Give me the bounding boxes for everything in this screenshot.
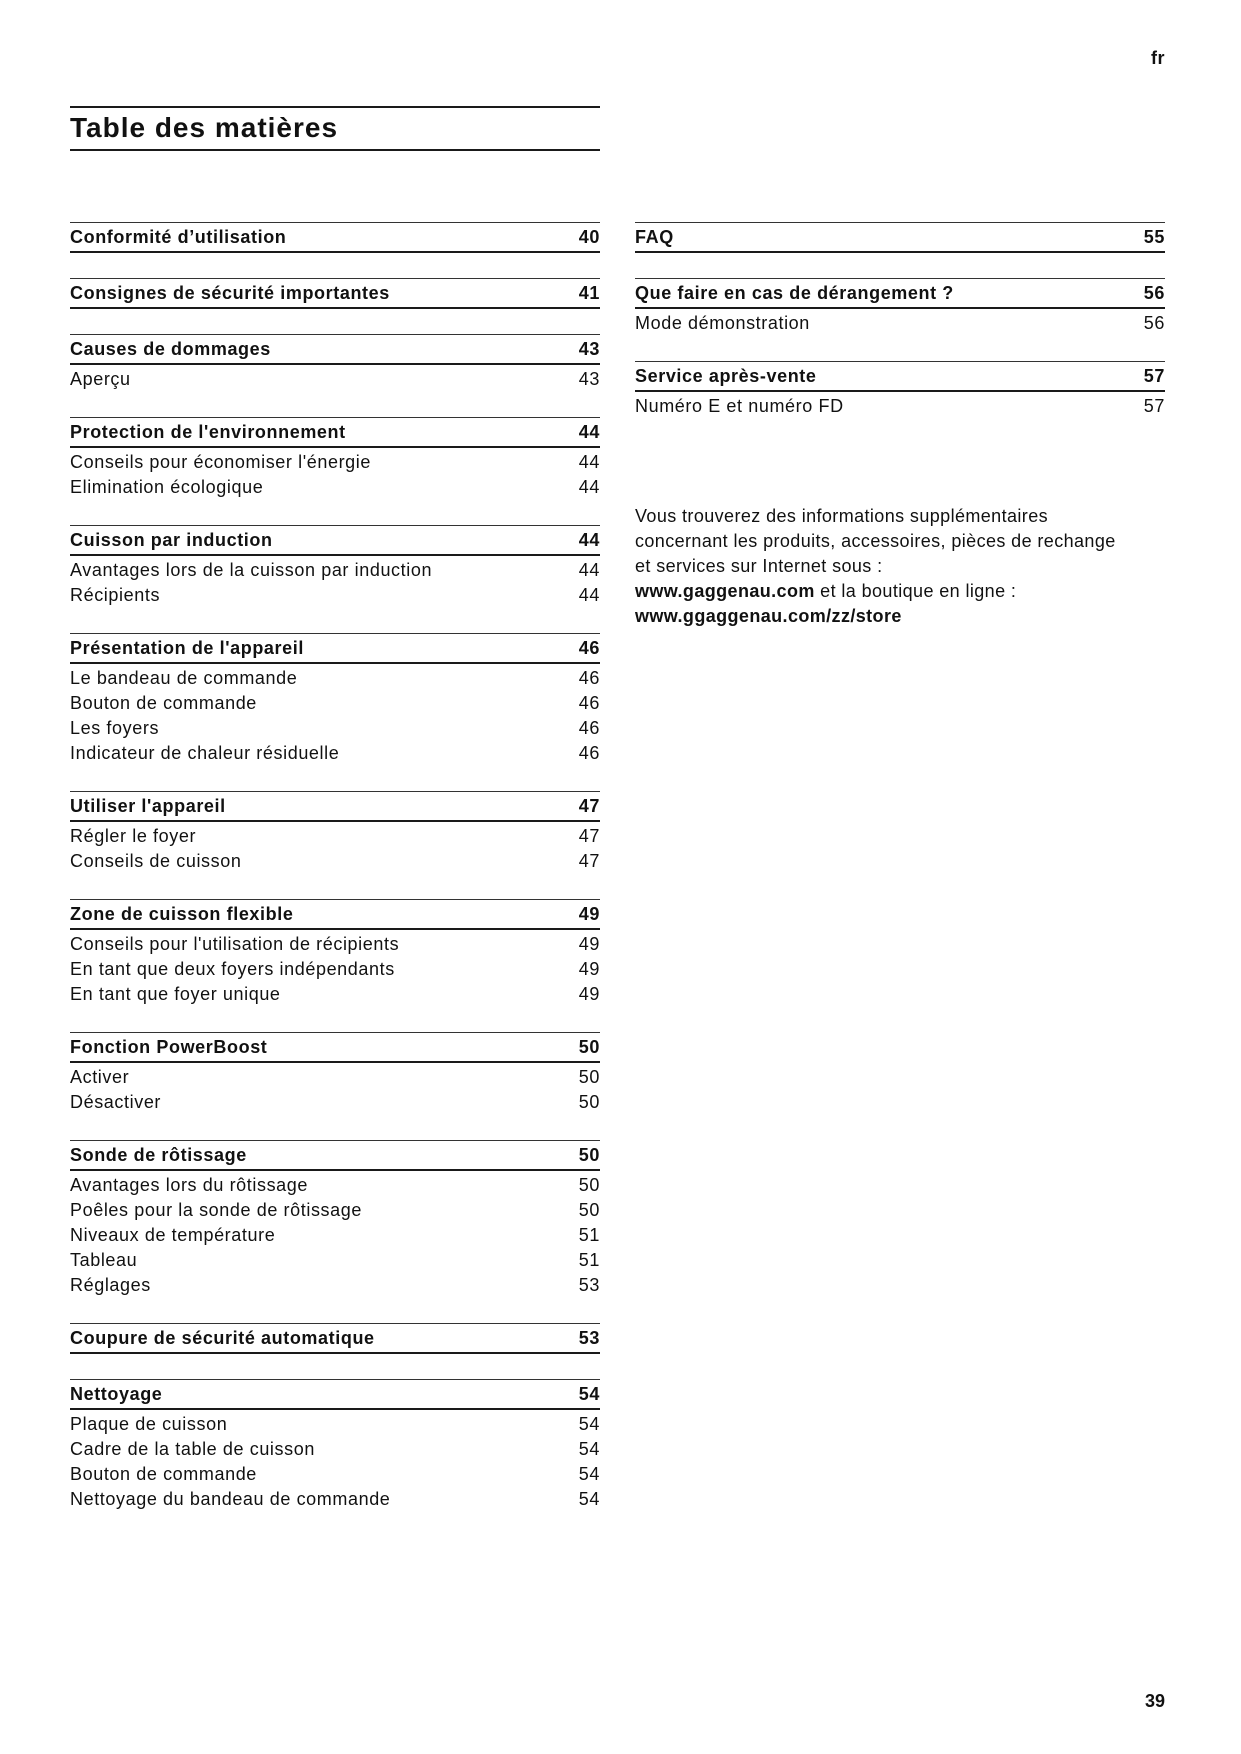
toc-section-heading[interactable] (635, 222, 1165, 253)
toc-subitems (70, 664, 600, 766)
toc-section (70, 1379, 600, 1512)
entry-label: Tableau (70, 1250, 138, 1270)
page-title: Table des matières (70, 112, 339, 143)
entry-label: Réglages (70, 1275, 151, 1295)
section-title: Consignes de sécurité importantes (70, 282, 390, 303)
toc-section (70, 1323, 600, 1354)
toc-entry[interactable] (70, 932, 600, 957)
toc-section (70, 1032, 600, 1115)
toc-subitems (70, 822, 600, 874)
entry-page: 54 (578, 1464, 600, 1484)
section-page: 55 (1143, 226, 1165, 247)
toc-subitems (70, 1171, 600, 1298)
entry-page: 51 (578, 1225, 600, 1245)
toc-subitems (635, 392, 1165, 419)
language-code: fr (1151, 48, 1165, 68)
entry-page: 57 (1143, 396, 1165, 416)
toc-section (70, 222, 600, 253)
section-title: Sonde de rôtissage (70, 1144, 247, 1165)
page-number: 39 (1144, 1691, 1165, 1711)
entry-label: Bouton de commande (70, 1464, 257, 1484)
entry-page: 44 (578, 560, 600, 580)
entry-label: Numéro E et numéro FD (635, 396, 844, 416)
section-title: Nettoyage (70, 1383, 163, 1404)
toc-entry[interactable] (70, 1437, 600, 1462)
entry-label: Désactiver (70, 1092, 162, 1112)
entry-page: 54 (578, 1489, 600, 1509)
section-page: 56 (1143, 282, 1165, 303)
entry-page: 43 (578, 369, 600, 389)
toc-entry[interactable] (635, 394, 1165, 419)
info-paragraph (635, 504, 1135, 629)
entry-label: Indicateur de chaleur résiduelle (70, 743, 340, 763)
toc-entry[interactable] (70, 1487, 600, 1512)
toc-entry[interactable] (70, 1273, 600, 1298)
toc-section-heading[interactable] (635, 361, 1165, 392)
toc-section-heading[interactable] (70, 278, 600, 309)
section-title: Présentation de l'appareil (70, 637, 304, 658)
toc-entry[interactable] (635, 311, 1165, 336)
entry-page: 50 (578, 1175, 600, 1195)
entry-label: Niveaux de température (70, 1225, 276, 1245)
entry-label: Régler le foyer (70, 826, 197, 846)
toc-subitems (635, 309, 1165, 336)
section-title: Causes de dommages (70, 338, 271, 359)
toc-entry[interactable] (70, 1223, 600, 1248)
toc-entry[interactable] (70, 741, 600, 766)
entry-page: 47 (578, 851, 600, 871)
section-title: Conformité d’utilisation (70, 226, 287, 247)
entry-label: En tant que deux foyers indépendants (70, 959, 395, 979)
toc-section (70, 334, 600, 392)
toc-entry[interactable] (70, 666, 600, 691)
toc-left-column (70, 222, 600, 1537)
toc-right-column (635, 222, 1165, 629)
store-link[interactable]: www.ggaggenau.com/zz/store (635, 606, 902, 626)
entry-label: Plaque de cuisson (70, 1414, 228, 1434)
section-page: 53 (578, 1327, 600, 1348)
section-title: Service après-vente (635, 365, 817, 386)
entry-page: 47 (578, 826, 600, 846)
toc-entry[interactable] (70, 1462, 600, 1487)
toc-entry[interactable] (70, 691, 600, 716)
entry-page: 50 (578, 1067, 600, 1087)
section-page: 44 (578, 529, 600, 550)
section-page: 44 (578, 421, 600, 442)
toc-entry[interactable] (70, 583, 600, 608)
toc-subitems (70, 1063, 600, 1115)
entry-label: Elimination écologique (70, 477, 264, 497)
toc-section-heading[interactable] (70, 899, 600, 930)
section-title: Coupure de sécurité automatique (70, 1327, 375, 1348)
entry-label: Conseils pour l'utilisation de récipients (70, 934, 400, 954)
section-page: 54 (578, 1383, 600, 1404)
toc-entry[interactable] (70, 1412, 600, 1437)
section-page: 57 (1143, 365, 1165, 386)
toc-section-heading[interactable] (70, 1140, 600, 1171)
entry-label: Récipients (70, 585, 161, 605)
entry-page: 50 (578, 1200, 600, 1220)
section-title: Zone de cuisson flexible (70, 903, 294, 924)
toc-entry[interactable] (70, 1198, 600, 1223)
toc-section-heading[interactable] (70, 1379, 600, 1410)
entry-label: Poêles pour la sonde de rôtissage (70, 1200, 362, 1220)
toc-section-heading[interactable] (70, 1032, 600, 1063)
toc-section (70, 525, 600, 608)
toc-section (635, 361, 1165, 419)
toc-section-heading[interactable] (70, 633, 600, 664)
entry-label: Conseils de cuisson (70, 851, 242, 871)
toc-section-heading[interactable] (70, 791, 600, 822)
info-text: Vous trouverez des informations supplémentaires concernant les produits, accessoires, pièces de rechange et services sur Internet sous : (635, 506, 1116, 576)
toc-subitems (70, 448, 600, 500)
section-page: 49 (578, 903, 600, 924)
entry-label: Bouton de commande (70, 693, 257, 713)
section-page: 41 (578, 282, 600, 303)
toc-entry[interactable] (70, 558, 600, 583)
toc-entry[interactable] (70, 849, 600, 874)
section-title: Utiliser l'appareil (70, 795, 226, 816)
info-text-2: et la boutique en ligne : (814, 581, 1017, 601)
toc-section-heading[interactable] (70, 222, 600, 253)
toc-entry[interactable] (70, 367, 600, 392)
entry-label: Le bandeau de commande (70, 668, 298, 688)
toc-entry[interactable] (70, 982, 600, 1007)
entry-page: 49 (578, 984, 600, 1004)
toc-section-heading[interactable] (635, 278, 1165, 309)
entry-page: 56 (1143, 313, 1165, 333)
entry-label: Mode démonstration (635, 313, 810, 333)
section-title: Protection de l'environnement (70, 421, 346, 442)
toc-entry[interactable] (70, 716, 600, 741)
toc-entry[interactable] (70, 1173, 600, 1198)
section-title: Fonction PowerBoost (70, 1036, 268, 1057)
section-page: 40 (578, 226, 600, 247)
entry-page: 54 (578, 1439, 600, 1459)
section-page: 43 (578, 338, 600, 359)
toc-entry[interactable] (70, 824, 600, 849)
entry-label: Activer (70, 1067, 130, 1087)
entry-page: 46 (578, 668, 600, 688)
entry-label: Cadre de la table de cuisson (70, 1439, 315, 1459)
toc-section (70, 1140, 600, 1298)
toc-subitems (70, 556, 600, 608)
toc-section-heading[interactable] (70, 1323, 600, 1354)
section-page: 50 (578, 1144, 600, 1165)
entry-page: 54 (578, 1414, 600, 1434)
entry-page: 49 (578, 959, 600, 979)
toc-section (635, 278, 1165, 336)
toc-section-heading[interactable] (70, 417, 600, 448)
section-title: FAQ (635, 226, 674, 247)
toc-entry[interactable] (70, 1090, 600, 1115)
toc-entry[interactable] (70, 1248, 600, 1273)
toc-section (70, 278, 600, 309)
toc-section (635, 222, 1165, 253)
entry-label: Avantages lors de la cuisson par induction (70, 560, 433, 580)
section-page: 47 (578, 795, 600, 816)
toc-subitems (70, 930, 600, 1007)
toc-section-heading[interactable] (70, 525, 600, 556)
toc-subitems (70, 365, 600, 392)
toc-subitems (70, 1410, 600, 1512)
toc-title-block (70, 106, 600, 151)
section-title: Que faire en cas de dérangement ? (635, 282, 954, 303)
entry-label: Aperçu (70, 369, 131, 389)
toc-right-sections (635, 222, 1165, 419)
entry-page: 44 (578, 452, 600, 472)
entry-page: 46 (578, 718, 600, 738)
entry-page: 51 (578, 1250, 600, 1270)
entry-page: 44 (578, 585, 600, 605)
toc-entry[interactable] (70, 1065, 600, 1090)
toc-section (70, 899, 600, 1007)
section-page: 46 (578, 637, 600, 658)
entry-page: 53 (578, 1275, 600, 1295)
entry-label: Les foyers (70, 718, 160, 738)
entry-label: Nettoyage du bandeau de commande (70, 1489, 391, 1509)
website-link[interactable]: www.gaggenau.com (635, 581, 815, 601)
section-title: Cuisson par induction (70, 529, 273, 550)
toc-section (70, 633, 600, 766)
toc-section-heading[interactable] (70, 334, 600, 365)
entry-page: 46 (578, 743, 600, 763)
entry-page: 44 (578, 477, 600, 497)
toc-entry[interactable] (70, 450, 600, 475)
entry-label: Avantages lors du rôtissage (70, 1175, 309, 1195)
section-page: 50 (578, 1036, 600, 1057)
entry-page: 50 (578, 1092, 600, 1112)
toc-section (70, 791, 600, 874)
toc-entry[interactable] (70, 475, 600, 500)
toc-section (70, 417, 600, 500)
entry-page: 49 (578, 934, 600, 954)
toc-entry[interactable] (70, 957, 600, 982)
entry-label: En tant que foyer unique (70, 984, 281, 1004)
entry-label: Conseils pour économiser l'énergie (70, 452, 371, 472)
entry-page: 46 (578, 693, 600, 713)
